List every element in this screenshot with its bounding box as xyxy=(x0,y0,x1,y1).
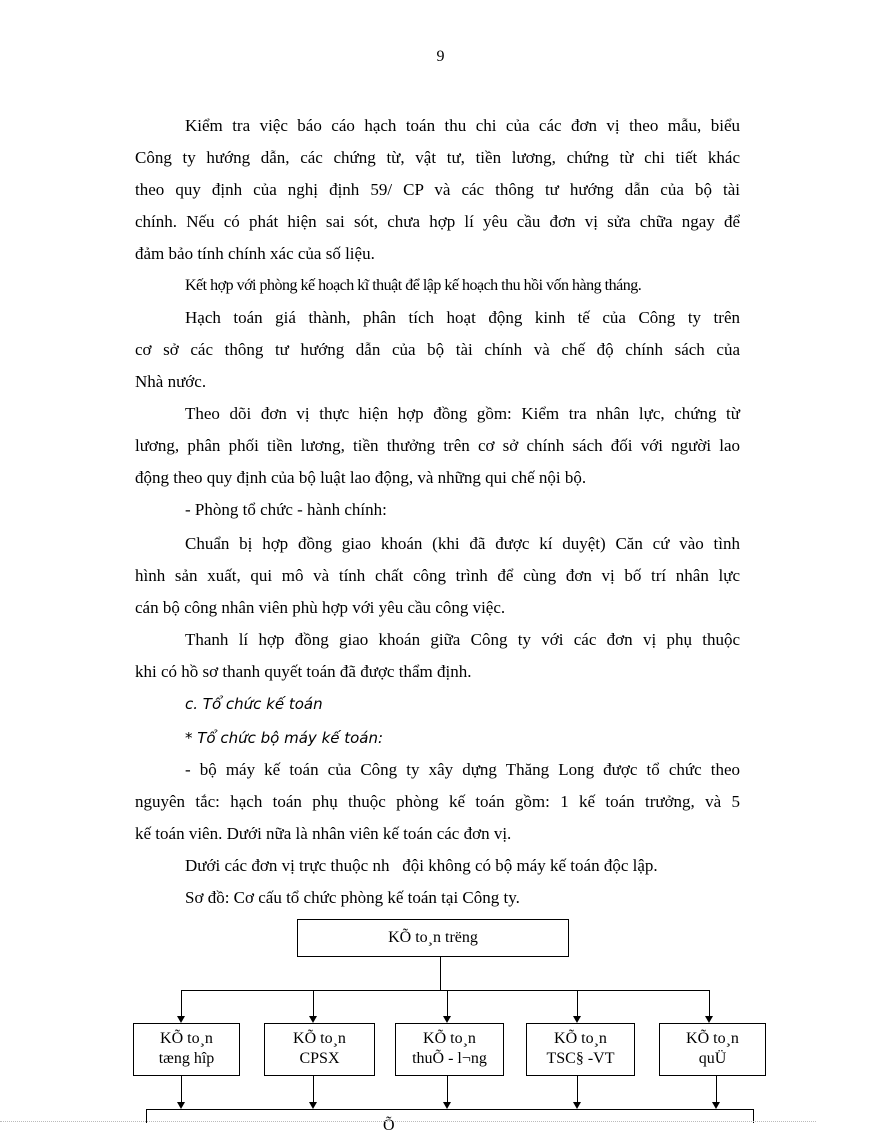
arrow-down-icon xyxy=(573,1102,581,1109)
connector-line xyxy=(577,1076,578,1102)
body-text-line: lương, phân phối tiền lương, tiền thưởng trên cơ sở chính sách đối với người lao xyxy=(135,436,740,455)
body-text-line: động theo quy định của bộ luật lao động, và những qui chế nội bộ. xyxy=(135,468,587,487)
body-text-line: Kết hợp với phòng kế hoạch kĩ thuật để lập kế hoạch thu hồi vốn hàng tháng. xyxy=(185,277,642,294)
connector-line xyxy=(447,1076,448,1102)
section-heading: c. Tổ chức kế toán xyxy=(185,695,323,713)
section-heading: * Tổ chức bộ máy kế toán: xyxy=(185,729,384,747)
body-text-line: theo quy định của nghị định 59/ CP và các thông tư hướng dẫn của bộ tài xyxy=(135,180,740,199)
box-label: tæng hîp xyxy=(158,1050,215,1067)
body-text-line: nguyên tắc: hạch toán phụ thuộc phòng kế toán gồm: 1 kế toán trưởng, và 5 xyxy=(135,792,740,811)
body-text-line: Theo dõi đơn vị thực hiện hợp đồng gồm: Kiểm tra nhân lực, chứng từ xyxy=(185,404,740,423)
connector-line xyxy=(181,990,709,991)
body-text-line: Chuẩn bị hợp đồng giao khoán (khi đã được kí duyệt) Căn cứ vào tình xyxy=(185,534,740,553)
arrow-down-icon xyxy=(712,1102,720,1109)
connector-line xyxy=(313,1076,314,1102)
body-text-line: Nhà nước. xyxy=(135,372,207,391)
body-text-line: Sơ đồ: Cơ cấu tổ chức phòng kế toán tại Công ty. xyxy=(185,888,520,907)
box-label: Õ xyxy=(383,1117,395,1134)
body-text-line: chính. Nếu có phát hiện sai sót, chưa hợp lí yêu cầu đơn vị sửa chữa ngay để xyxy=(135,212,740,231)
body-text-line: cán bộ công nhân viên phù hợp với yêu cầu công việc. xyxy=(135,598,506,617)
box-label: KÕ to¸n xyxy=(554,1030,607,1047)
box-label: thuÕ - l¬ng xyxy=(412,1050,487,1067)
chief-accountant-box xyxy=(297,919,569,957)
arrow-down-icon xyxy=(309,1102,317,1109)
accountant-box-general xyxy=(133,1023,240,1076)
body-text-line: đảm bảo tính chính xác của số liệu. xyxy=(135,244,375,263)
body-text-line: Hạch toán giá thành, phân tích hoạt động kinh tế của Công ty trên xyxy=(185,308,740,327)
section-heading: - Phòng tổ chức - hành chính: xyxy=(185,500,387,519)
body-text-line: Thanh lí hợp đồng giao khoán giữa Công ty với các đơn vị phụ thuộc xyxy=(185,630,740,649)
connector-line xyxy=(716,1076,717,1102)
accountant-box-tax-salary xyxy=(395,1023,504,1076)
box-label: KÕ to¸n xyxy=(160,1030,213,1047)
accountant-box-fund xyxy=(659,1023,766,1076)
body-text-line: khi có hồ sơ thanh quyết toán đã được thẩm định. xyxy=(135,662,472,681)
arrow-down-icon xyxy=(573,1016,581,1023)
body-text-line: hình sản xuất, qui mô và tính chất công trình để cùng đơn vị bố trí nhân lực xyxy=(135,566,740,585)
box-label: quÜ xyxy=(698,1050,727,1067)
body-text-line: Công ty hướng dẫn, các chứng từ, vật tư, tiền lương, chứng từ chi tiết khác xyxy=(135,148,740,167)
page-edge xyxy=(0,1121,816,1122)
connector-line xyxy=(440,957,441,990)
connector-line xyxy=(447,990,448,1016)
body-text-line: kế toán viên. Dưới nữa là nhân viên kế toán các đơn vị. xyxy=(135,824,512,843)
arrow-down-icon xyxy=(443,1016,451,1023)
arrow-down-icon xyxy=(705,1016,713,1023)
arrow-down-icon xyxy=(177,1102,185,1109)
box-label: KÕ to¸n xyxy=(293,1030,346,1047)
box-label: TSC§ -VT xyxy=(546,1050,615,1067)
connector-line xyxy=(181,990,182,1016)
accountant-box-assets xyxy=(526,1023,635,1076)
arrow-down-icon xyxy=(177,1016,185,1023)
box-label: KÕ to¸n trëng xyxy=(388,929,478,946)
box-label: KÕ to¸n xyxy=(686,1030,739,1047)
page-number: 9 xyxy=(436,48,445,65)
accountant-box-cpsx xyxy=(264,1023,375,1076)
connector-line xyxy=(181,1076,182,1102)
body-text-line: cơ sở các thông tư hướng dẫn của bộ tài chính và chế độ chính sách của xyxy=(135,340,740,359)
arrow-down-icon xyxy=(443,1102,451,1109)
box-label: CPSX xyxy=(299,1050,340,1067)
arrow-down-icon xyxy=(309,1016,317,1023)
connector-line xyxy=(577,990,578,1016)
connector-line xyxy=(313,990,314,1016)
body-text-line: Dưới các đơn vị trực thuộc nh đội không có bộ máy kế toán độc lập. xyxy=(185,856,658,875)
connector-line xyxy=(709,990,710,1016)
body-text-line: - bộ máy kế toán của Công ty xây dựng Thăng Long được tổ chức theo xyxy=(185,760,740,779)
body-text-line: Kiểm tra việc báo cáo hạch toán thu chi của các đơn vị theo mẫu, biểu xyxy=(185,116,740,135)
box-label: KÕ to¸n xyxy=(423,1030,476,1047)
